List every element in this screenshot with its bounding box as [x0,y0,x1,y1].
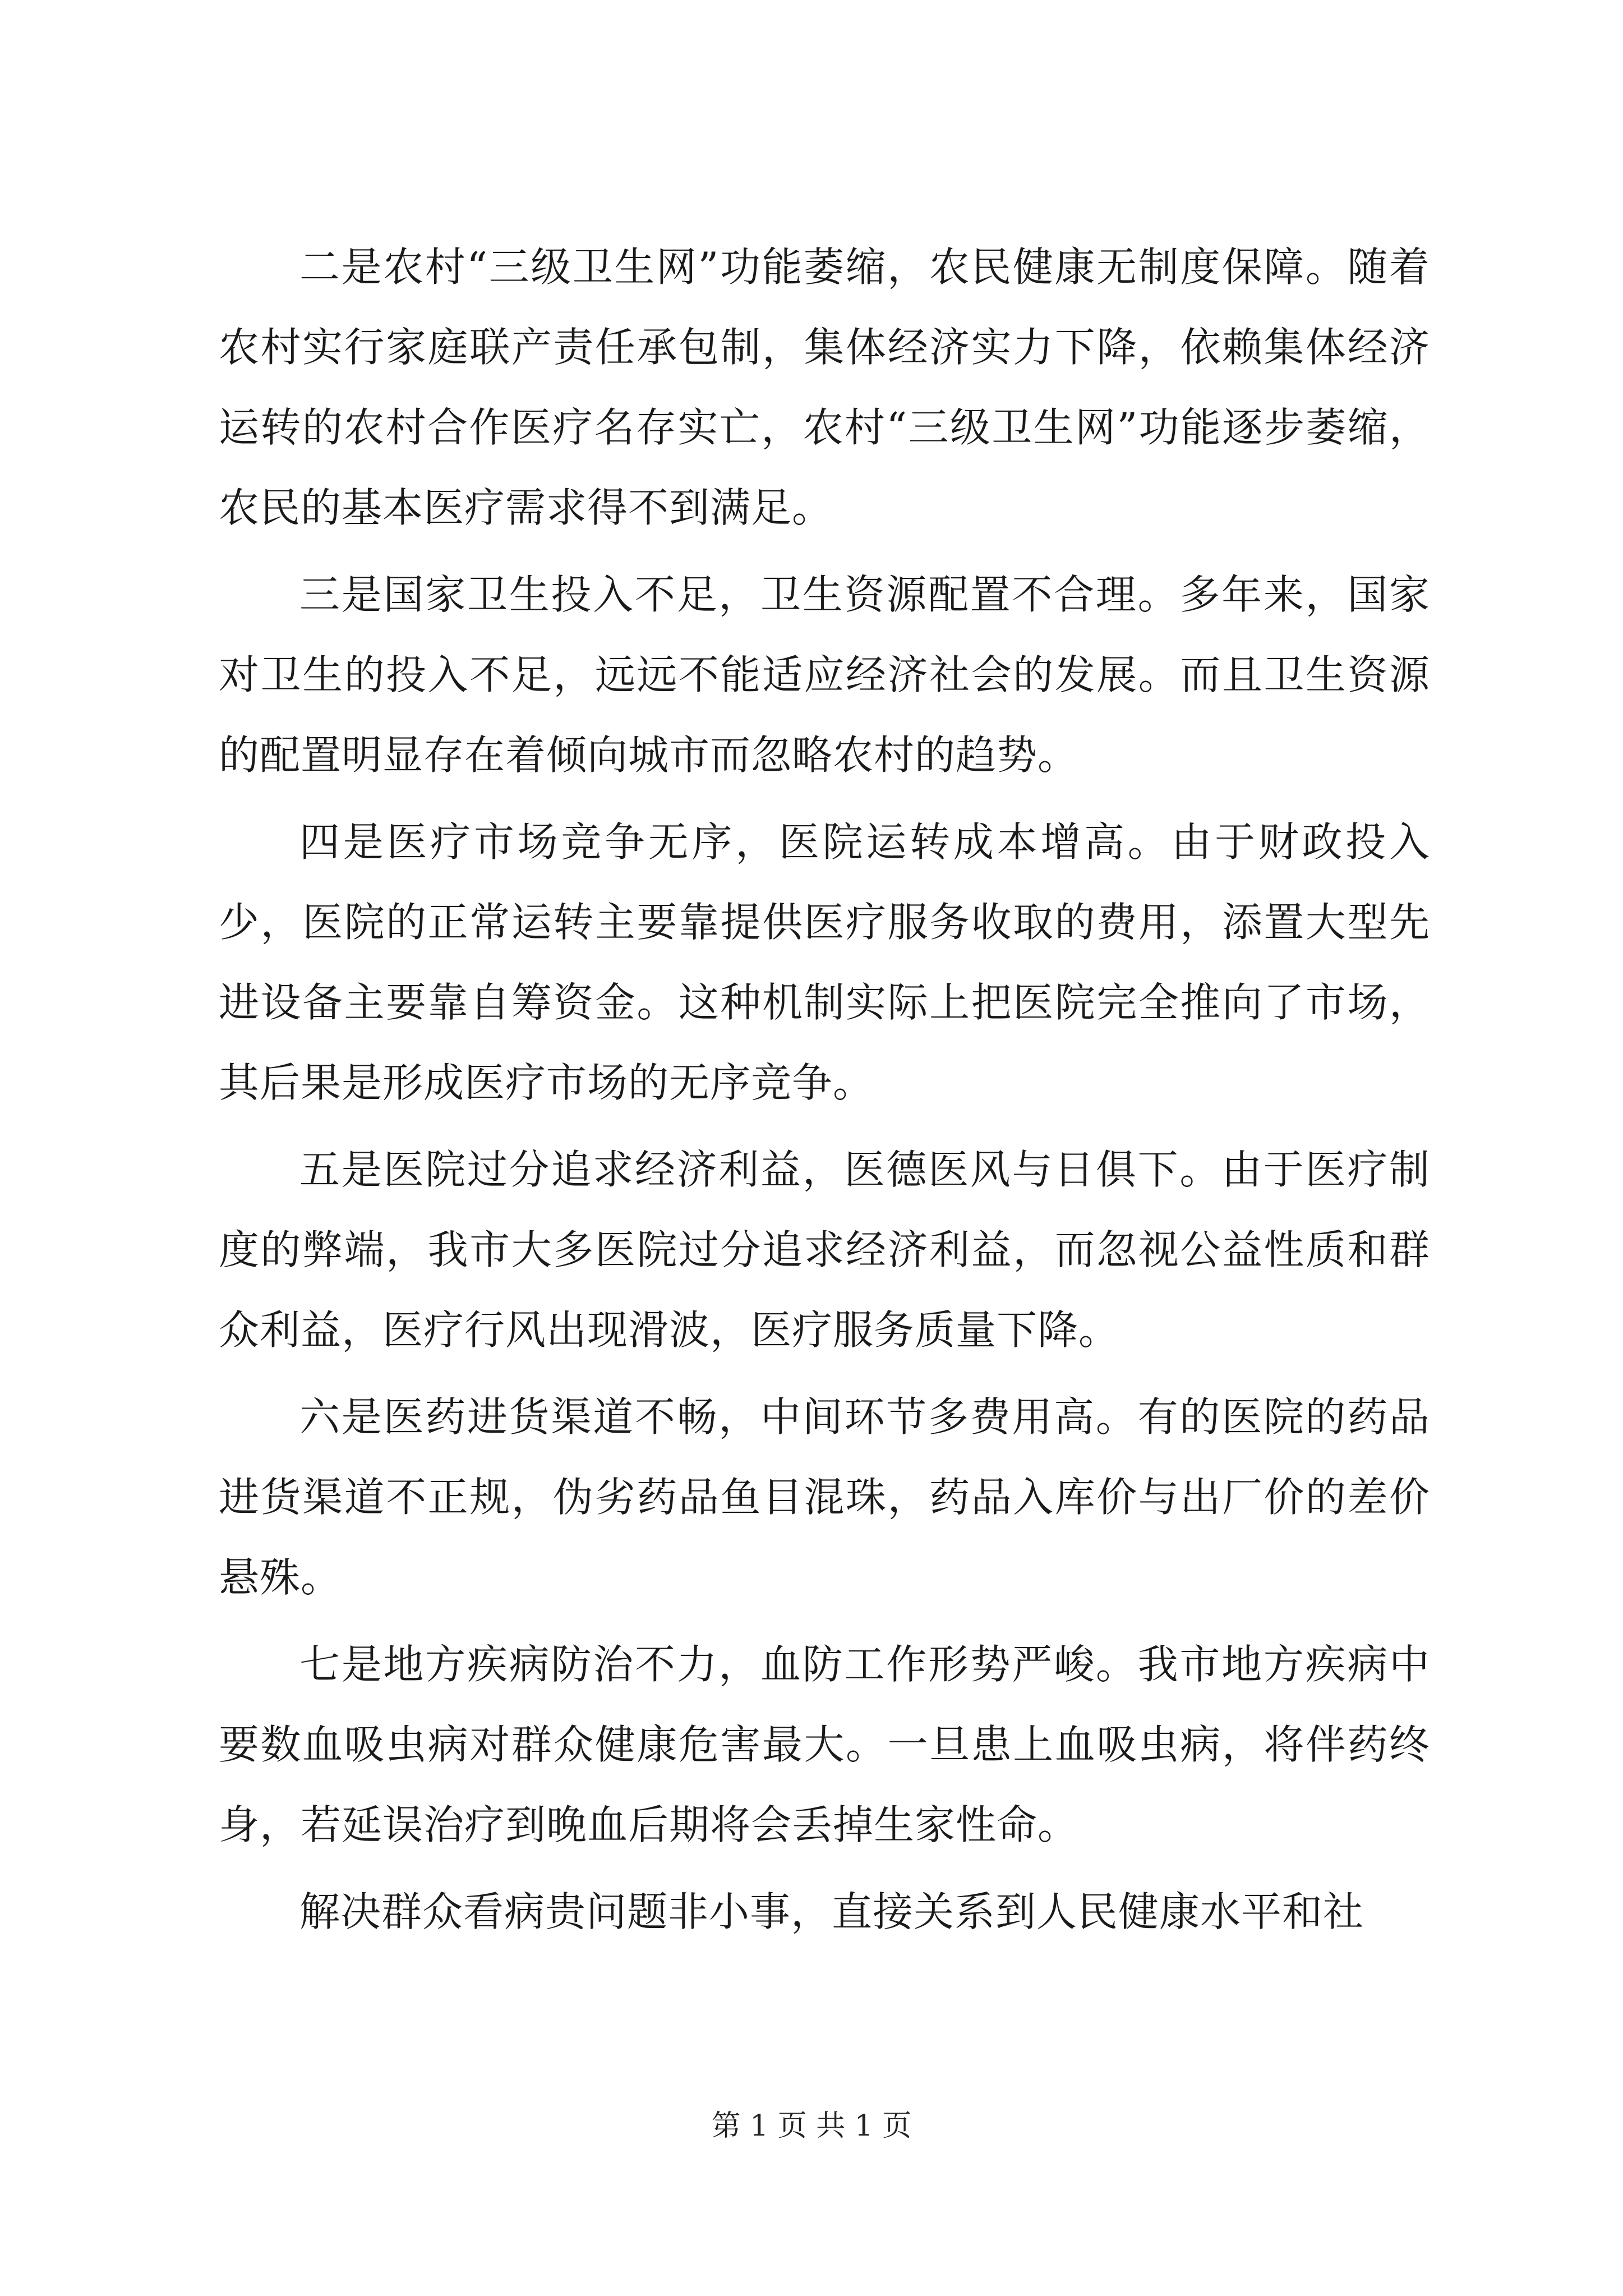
paragraph-investment: 三是国家卫生投入不足，卫生资源配置不合理。多年来，国家对卫生的投入不足，远远不能适应经济社会的发展。而且卫生资源的配置明显存在着倾向城市而忽略农村的趋势。 [219,571,1430,779]
paragraph-economic-interest: 五是医院过分追求经济利益，医德医风与日俱下。由于医疗制度的弊端，我市大多医院过分追求经济利益，而忽视公益性质和群众利益，医疗行风出现滑波，医疗服务质量下降。 [219,1146,1430,1354]
paragraph-rural-health-network: 二是农村“三级卫生网”功能萎缩，农民健康无制度保障。随着农村实行家庭联产责任承包制，集体经济实力下降，依赖集体经济运转的农村合作医疗名存实亡，农村“三级卫生网”功能逐步萎缩，农民的基本医疗需求得不到满足。 [219,243,1430,531]
paragraph-conclusion: 解决群众看病贵问题非小事，直接关系到人民健康水平和社 [299,1888,1364,1935]
document-body [219,227,1430,1959]
paragraph-drug-supply: 六是医药进货渠道不畅，中间环节多费用高。有的医院的药品进货渠道不正规，伪劣药品鱼目混珠，药品入库价与出厂价的差价悬殊。 [219,1393,1430,1601]
paragraph-market-competition: 四是医疗市场竞争无序，医院运转成本增高。由于财政投入少，医院的正常运转主要靠提供医疗服务收取的费用，添置大型先进设备主要靠自筹资金。这种机制实际上把医院完全推向了市场，其后果是形成医疗市场的无序竞争。 [219,818,1430,1106]
page-number-footer: 第 1 页 共 1 页 [711,2109,912,2143]
paragraph-disease-control: 七是地方疾病防治不力，血防工作形势严峻。我市地方疾病中要数血吸虫病对群众健康危害最大。一旦患上血吸虫病，将伴药终身，若延误治疗到晚血后期将会丢掉生家性命。 [219,1641,1430,1848]
